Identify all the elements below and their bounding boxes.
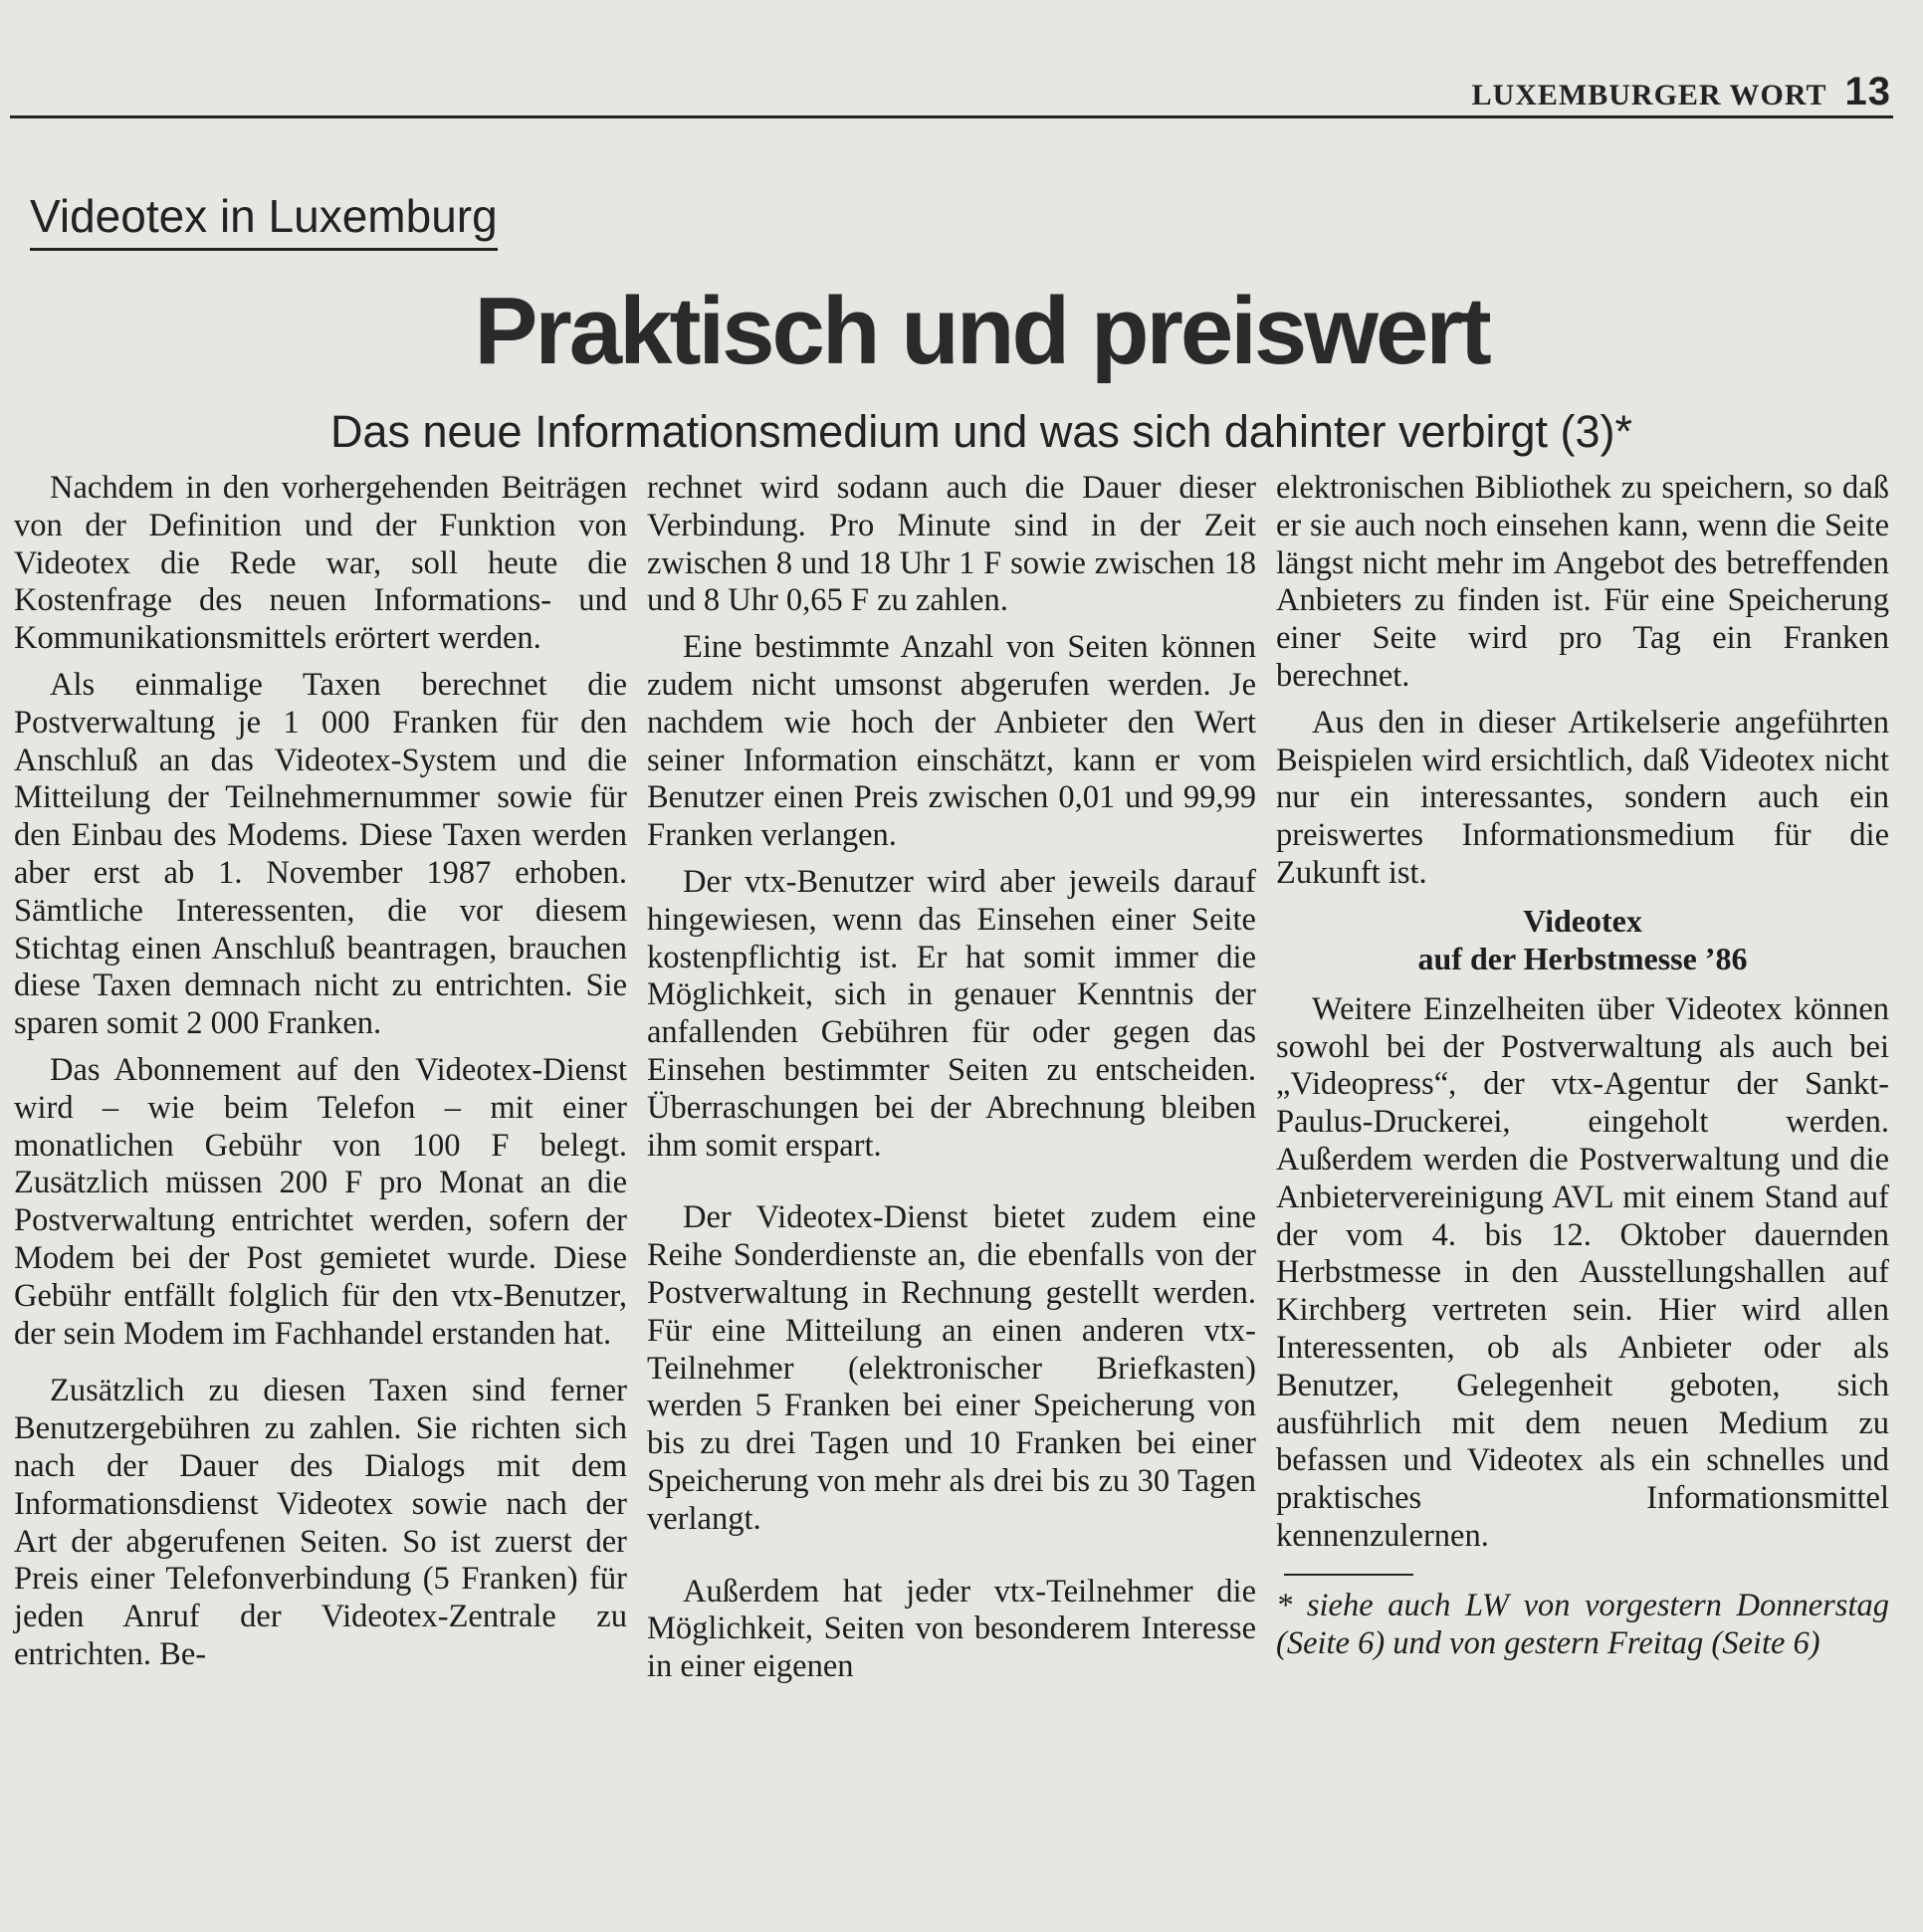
page-number: 13 — [1844, 70, 1891, 113]
footnote-rule — [1284, 1574, 1413, 1576]
paragraph: Der vtx-Benutzer wird aber jeweils darauf hingewiesen, wenn das Einsehen einer Seite kostenpflichtig ist. Er hat somit immer die Möglichkeit, sich in genauer Kenntnis der anfallenden Gebühren für oder gegen das Einsehen bestimmter Seiten zu entscheiden. Überraschungen bei der Abrechnung bleiben ihm somit erspart. — [647, 863, 1256, 1164]
paragraph: Zusätzlich zu diesen Taxen sind ferner Benutzergebühren zu zahlen. Sie richten sich nach der Dauer des Dialogs mit dem Informationsdienst Videotex sowie nach der Art der abgerufenen Seiten. So ist zuerst der Preis einer Telefonverbindung (5 Franken) für jeden Anruf der Videotex-Zentrale zu entrichten. Be- — [14, 1373, 627, 1672]
paragraph: Aus den in dieser Artikelserie angeführten Beispielen wird ersichtlich, daß Videotex nicht nur ein interessantes, sondern auch ein preiswertes Informationsmedium für die Zukunft ist. — [1276, 704, 1889, 891]
subheading-line: auf der Herbstmesse ’86 — [1417, 940, 1748, 976]
article-column-1 — [14, 470, 627, 1683]
subheadline: Das neue Informationsmedium und was sich dahinter verbirgt (3)* — [329, 406, 1633, 457]
paragraph: Das Abonnement auf den Videotex-Dienst wird – wie beim Telefon – mit einer monatlichen Gebühr von 100 F belegt. Zusätzlich müssen 200 F pro Monat an die Postverwaltung entrichtet werden, sofern der Modem bei der Post gemietet wurde. Diese Gebühr entfällt folglich für den vtx-Benutzer, der sein Modem im Fachhandel erstanden hat. — [14, 1051, 627, 1352]
paragraph-gap — [647, 1548, 1256, 1574]
paragraph-gap — [647, 1174, 1256, 1199]
paragraph: Außerdem hat jeder vtx-Teilnehmer die Möglichkeit, Seiten von besonderem Interesse in einer eigenen — [647, 1573, 1256, 1685]
header-rule — [10, 115, 1893, 118]
paragraph: Der Videotex-Dienst bietet zudem eine Reihe Sonderdienste an, die ebenfalls von der Postverwaltung in Rechnung gestellt werden. Für eine Mitteilung an einen anderen vtx-Teilnehmer (elektronischer Briefkasten) werden 5 Franken bei einer Speicherung von bis zu drei Tagen und 10 Franken bei einer Speicherung von mehr als drei bis zu 30 Tagen verlangt. — [647, 1199, 1256, 1537]
headline: Praktisch und preiswert — [474, 278, 1489, 384]
article-column-2 — [647, 470, 1256, 1695]
footnote: * siehe auch LW von vorgestern Donnerstag (Seite 6) und von gestern Freitag (Seite 6) — [1276, 1587, 1889, 1661]
paragraph: Als einmalige Taxen berechnet die Postverwaltung je 1 000 Franken für den Anschluß an das Videotex-System und die Mitteilung der Teilnehmernummer sowie für den Einbau des Modems. Diese Taxen werden aber erst ab 1. November 1987 erhoben. Sämtliche Interessenten, die vor diesem Stichtag einen Anschluß beantragen, brauchen diese Taxen demnach nicht zu entrichten. Sie sparen somit 2 000 Franken. — [14, 666, 627, 1042]
newspaper-name: LUXEMBURGER WORT — [1471, 79, 1827, 111]
kicker: Videotex in Luxemburg — [30, 191, 498, 251]
subheading-line: Videotex — [1523, 902, 1642, 939]
paragraph: Eine bestimmte Anzahl von Seiten können zudem nicht umsonst abgerufen werden. Je nachdem wie hoch der Anbieter den Wert seiner Information einschätzt, kann er vom Benutzer einen Preis zwischen 0,01 und 99,99 Franken verlangen. — [647, 629, 1256, 854]
section-subheading — [1276, 902, 1889, 977]
article-column-3 — [1276, 470, 1889, 1671]
paragraph: elektronischen Bibliothek zu speichern, so daß er sie auch noch einsehen kann, wenn die Seite längst nicht mehr im Angebot des betreffenden Anbieters zu finden ist. Für eine Speicherung einer Seite wird pro Tag ein Franken berechnet. — [1276, 470, 1889, 694]
masthead — [1472, 70, 1891, 114]
paragraph: rechnet wird sodann auch die Dauer dieser Verbindung. Pro Minute sind in der Zeit zwischen 8 und 18 Uhr 1 F sowie zwischen 18 und 8 Uhr 0,65 F zu zahlen. — [647, 470, 1256, 619]
paragraph: Nachdem in den vorhergehenden Beiträgen von der Definition und der Funktion von Videotex die Rede war, soll heute die Kostenfrage des neuen Informations- und Kommunikationsmittels erörtert werden. — [14, 470, 627, 657]
paragraph: Weitere Einzelheiten über Videotex können sowohl bei der Postverwaltung als auch bei „Videopress“, der vtx-Agentur der Sankt-Paulus-Druckerei, eingeholt werden. Außerdem werden die Postverwaltung und die Anbietervereinigung AVL mit einem Stand auf der vom 4. bis 12. Oktober dauernden Herbstmesse in den Ausstellungshallen auf Kirchberg vertreten sein. Hier wird allen Interessenten, ob als Anbieter oder als Benutzer, Gelegenheit geboten, sich ausführlich mit dem neuen Medium zu befassen und Videotex als ein schnelles und praktisches Informationsmittel kennenzulernen. — [1276, 990, 1889, 1554]
